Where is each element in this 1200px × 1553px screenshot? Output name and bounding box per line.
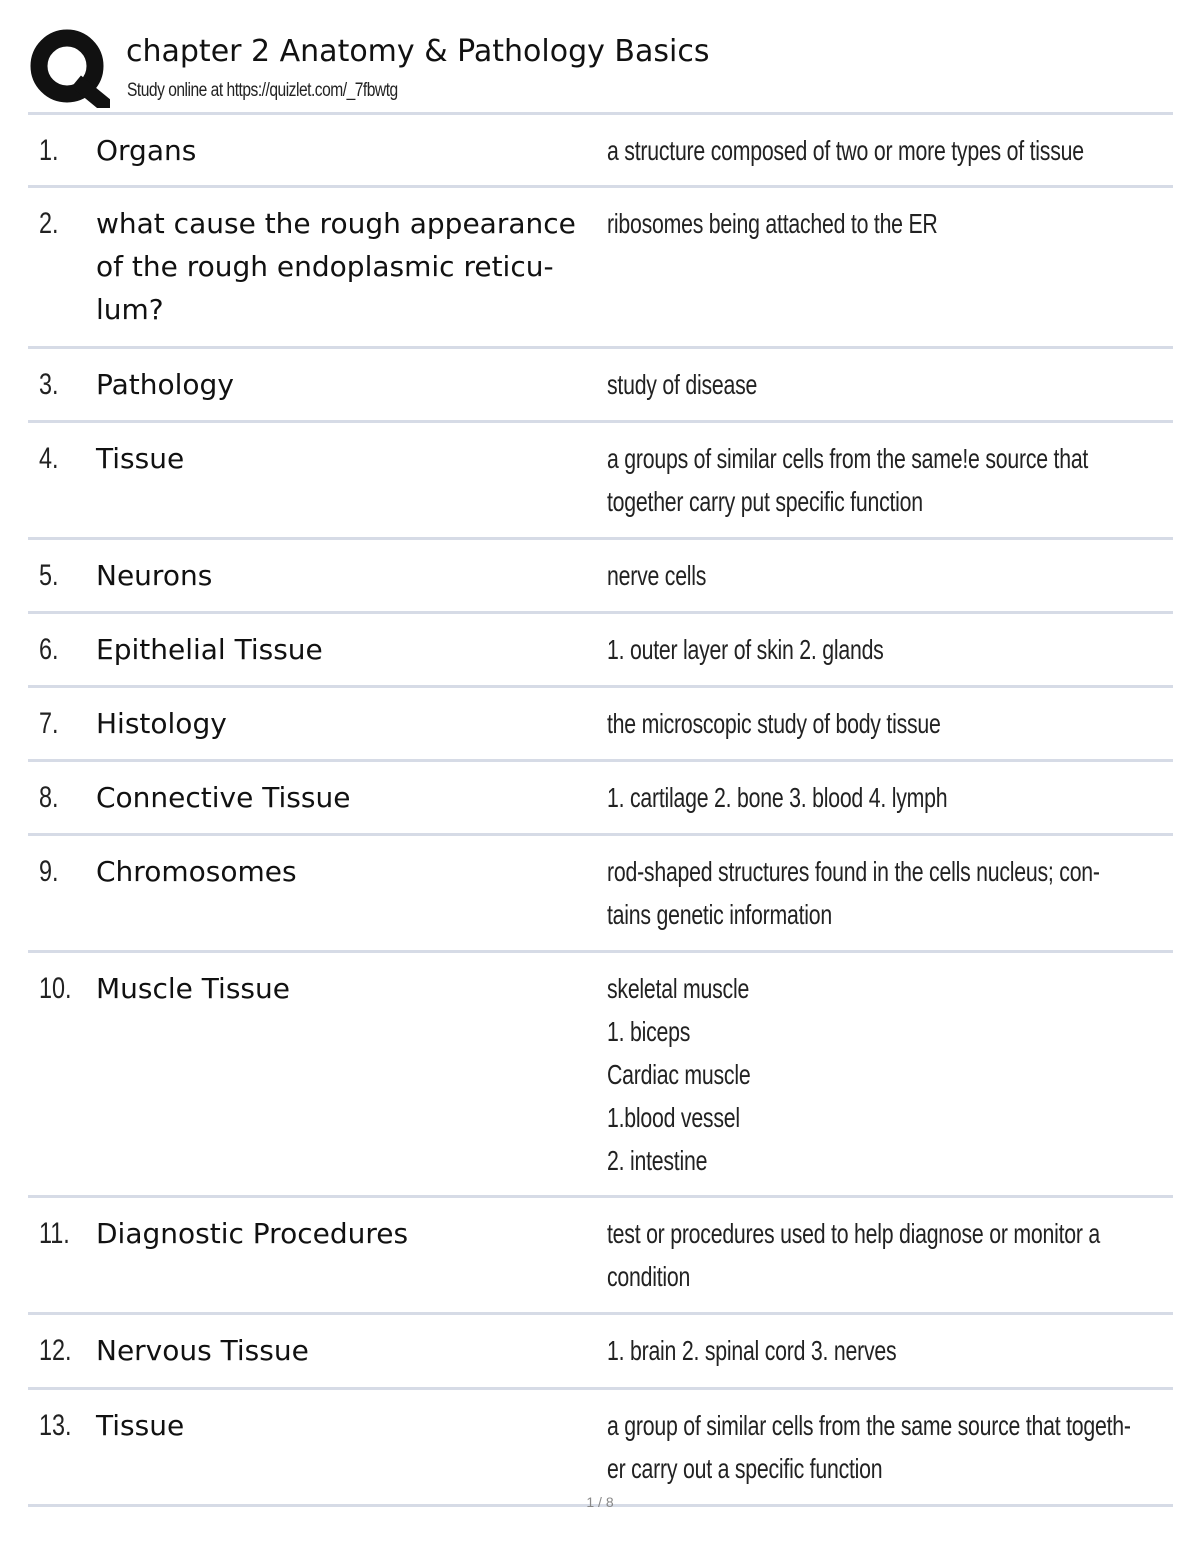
card-definition-line: test or procedures used to help diagnose or monitor a (607, 1218, 1101, 1249)
card-definition (607, 1404, 1167, 1490)
card-definition (607, 850, 1167, 936)
card-definition-line: a group of similar cells from the same source that togeth- (607, 1410, 1131, 1441)
card-definition (607, 554, 1167, 597)
card-term: Epithelial Tissue (96, 633, 323, 666)
document-header (30, 28, 1172, 112)
card-term: Organs (96, 134, 197, 167)
card-number: 13. (39, 1409, 72, 1442)
card-number: 10. (39, 972, 72, 1005)
card-number: 11. (39, 1217, 70, 1250)
card-definition-line: rod-shaped structures found in the cells nucleus; con- (607, 856, 1100, 887)
card-term: Diagnostic Procedures (96, 1217, 409, 1250)
card-definition-line: the microscopic study of body tissue (607, 708, 941, 739)
study-online-link[interactable]: Study online at https://quizlet.com/_7fbwtg (127, 80, 398, 101)
flashcard-row (28, 762, 1173, 836)
flashcard-row (28, 1390, 1173, 1507)
flashcard-row (28, 349, 1173, 423)
card-number: 12. (39, 1334, 72, 1367)
card-term-line: what cause the rough appearance (96, 207, 576, 240)
card-definition-line: tains genetic information (607, 899, 832, 930)
card-term: Muscle Tissue (96, 972, 290, 1005)
card-definition-line: 1. cartilage 2. bone 3. blood 4. lymph (607, 782, 948, 813)
card-term: Connective Tissue (96, 781, 351, 814)
card-term: Tissue (96, 442, 185, 475)
card-definition (607, 437, 1167, 523)
card-definition-line: 1. biceps (607, 1016, 691, 1047)
quizlet-logo-icon (30, 28, 110, 108)
card-definition-line: 1. outer layer of skin 2. glands (607, 634, 884, 665)
card-definition-line: 2. intestine (607, 1145, 708, 1176)
card-definition-line: Cardiac muscle (607, 1059, 751, 1090)
card-definition-line: ribosomes being attached to the ER (607, 208, 938, 239)
card-number: 4. (39, 442, 59, 475)
card-definition-line: together carry put specific function (607, 486, 923, 517)
flashcard-row (28, 540, 1173, 614)
card-definition (607, 1212, 1167, 1298)
flashcard-row (28, 614, 1173, 688)
card-term: Neurons (96, 559, 213, 592)
flashcard-row (28, 953, 1173, 1198)
flashcard-row (28, 188, 1173, 349)
card-definition-line: 1. brain 2. spinal cord 3. nerves (607, 1335, 897, 1366)
card-term: Tissue (96, 1409, 185, 1442)
card-number: 1. (39, 134, 59, 167)
card-term: Pathology (96, 368, 234, 401)
flashcard-row (28, 1315, 1173, 1390)
flashcard-list (28, 115, 1173, 1507)
card-definition-line: study of disease (607, 369, 758, 400)
card-definition (607, 363, 1167, 406)
card-definition-line: skeletal muscle (607, 973, 750, 1004)
card-number: 5. (39, 559, 59, 592)
card-term-line: of the rough endoplasmic reticu- (96, 250, 554, 283)
card-definition (607, 1329, 1167, 1372)
page-title: chapter 2 Anatomy & Pathology Basics (126, 34, 710, 69)
card-definition-line: a groups of similar cells from the same!e source that (607, 443, 1089, 474)
card-number: 2. (39, 207, 59, 240)
card-number: 3. (39, 368, 59, 401)
card-definition (607, 702, 1167, 745)
card-term: Nervous Tissue (96, 1334, 309, 1367)
card-definition-line: er carry out a specific function (607, 1453, 883, 1484)
flashcard-row (28, 836, 1173, 953)
card-number: 8. (39, 781, 59, 814)
card-definition (607, 628, 1167, 671)
card-number: 9. (39, 855, 59, 888)
card-term-line: lum? (96, 293, 164, 326)
card-definition-line: nerve cells (607, 560, 707, 591)
flashcard-row (28, 423, 1173, 540)
page-number: 1 / 8 (586, 1494, 614, 1510)
card-term: Chromosomes (96, 855, 297, 888)
card-definition (607, 776, 1167, 819)
card-definition-line: a structure composed of two or more types of tissue (607, 135, 1084, 166)
card-definition (607, 202, 1167, 245)
card-definition (607, 967, 1167, 1182)
card-term (96, 202, 601, 331)
flashcard-row (28, 115, 1173, 188)
card-number: 6. (39, 633, 59, 666)
card-definition-line: condition (607, 1261, 691, 1292)
card-term: Histology (96, 707, 227, 740)
flashcard-row (28, 1198, 1173, 1315)
card-definition-line: 1.blood vessel (607, 1102, 740, 1133)
flashcard-row (28, 688, 1173, 762)
card-definition (607, 129, 1167, 172)
card-number: 7. (39, 707, 59, 740)
